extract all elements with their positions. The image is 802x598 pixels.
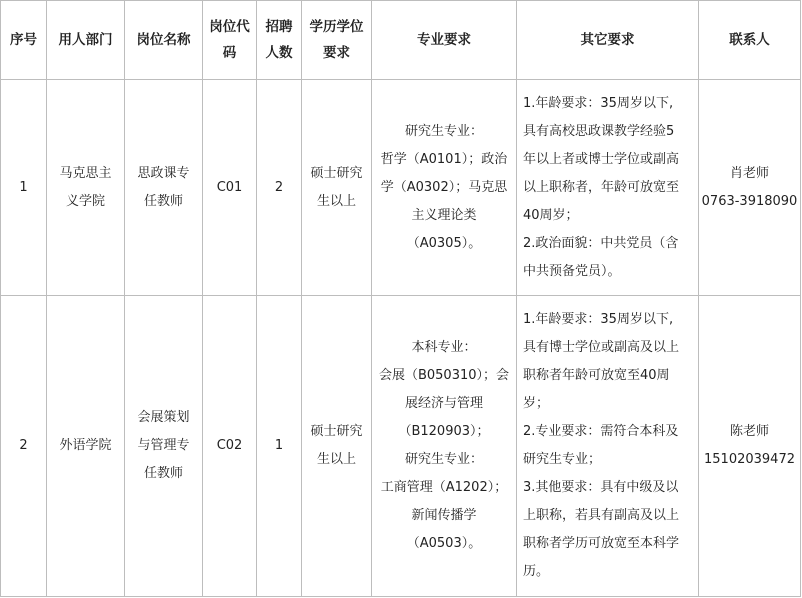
cell-line: （B120903）； — [398, 424, 490, 439]
header-major: 专业要求 — [372, 1, 517, 80]
contact-phone: 15102039472 — [704, 452, 795, 467]
header-serial: 序号 — [1, 1, 47, 80]
cell-contact — [699, 296, 801, 597]
header-hire-count-line: 人数 — [265, 45, 293, 61]
header-post-code-line: 码 — [222, 45, 237, 61]
cell-line: 任教师 — [143, 466, 183, 481]
cell-degree — [302, 296, 372, 597]
cell-line: （A0305）。 — [406, 235, 482, 251]
cell-line: 40周岁； — [523, 207, 579, 223]
header-contact: 联系人 — [699, 1, 801, 80]
header-department: 用人部门 — [47, 1, 125, 80]
cell-line: 研究生专业： — [404, 452, 483, 467]
table-row — [1, 80, 801, 296]
cell-post-code: C01 — [203, 80, 257, 296]
cell-line: 硕士研究 — [310, 165, 363, 181]
cell-degree — [302, 80, 372, 296]
header-post-code-line: 岗位代 — [209, 19, 250, 35]
cell-line: 会展（B050310）；会 — [378, 368, 510, 383]
header-hire-count-line: 招聘 — [265, 19, 293, 35]
cell-line: （A0503）。 — [406, 536, 482, 551]
header-post-name: 岗位名称 — [125, 1, 203, 80]
cell-department — [47, 80, 125, 296]
cell-major — [372, 80, 517, 296]
cell-line: 马克思主 — [59, 165, 112, 181]
cell-line: 工商管理（A1202）； — [380, 480, 508, 495]
cell-line: 2.专业要求：需符合本科及 — [523, 424, 679, 439]
header-row — [1, 1, 801, 80]
cell-line: 本科专业： — [411, 340, 477, 355]
contact-phone: 0763-3918090 — [701, 193, 798, 209]
cell-major — [372, 296, 517, 597]
cell-other — [517, 296, 699, 597]
cell-line: 硕士研究 — [310, 424, 363, 439]
cell-hire-count: 1 — [257, 296, 302, 597]
cell-line: 哲学（A0101）；政治 — [380, 151, 508, 167]
cell-line: 主义理论类 — [411, 207, 477, 223]
cell-line: 展经济与管理 — [404, 396, 483, 411]
cell-line: 岁； — [523, 396, 550, 411]
cell-line: 上职称，若具有副高及以上 — [523, 508, 680, 523]
cell-line: 以上职称者，年龄可放宽至 — [523, 179, 680, 195]
header-degree-line: 要求 — [323, 45, 350, 61]
cell-line: 学（A0302）；马克思 — [380, 179, 508, 195]
cell-line: 任教师 — [143, 193, 183, 209]
cell-line: 思政课专 — [137, 165, 190, 181]
cell-line: 2.政治面貌：中共党员（含 — [523, 235, 679, 251]
table-row — [1, 296, 801, 597]
cell-line: 研究生专业： — [404, 123, 483, 139]
cell-line: 历。 — [523, 564, 550, 579]
cell-line: 研究生专业； — [523, 452, 602, 467]
header-degree-line: 学历学位 — [309, 19, 364, 35]
cell-post-code: C02 — [203, 296, 257, 597]
cell-serial: 2 — [1, 296, 47, 597]
cell-line: 1.年龄要求：35周岁以下, — [523, 95, 674, 111]
header-post-code — [203, 1, 257, 80]
cell-line: 职称者学历可放宽至本科学 — [523, 536, 680, 551]
cell-line: 会展策划 — [137, 410, 190, 425]
cell-post-name — [125, 80, 203, 296]
cell-line: 职称者年龄可放宽至40周 — [523, 368, 670, 383]
cell-line: 中共预备党员）。 — [523, 263, 621, 279]
cell-serial: 1 — [1, 80, 47, 296]
cell-line: 1.年龄要求：35周岁以下, — [523, 312, 674, 327]
cell-line: 新闻传播学 — [411, 508, 477, 523]
cell-line: 外语学院 — [59, 438, 112, 453]
cell-contact — [699, 80, 801, 296]
cell-line: 与管理专 — [137, 438, 190, 453]
cell-line: 义学院 — [65, 193, 105, 209]
header-other: 其它要求 — [517, 1, 699, 80]
header-degree — [302, 1, 372, 80]
header-hire-count — [257, 1, 302, 80]
cell-line: 年以上者或博士学位或副高 — [523, 151, 680, 167]
contact-name: 肖老师 — [729, 165, 769, 181]
cell-line: 生以上 — [316, 193, 356, 209]
cell-line: 具有博士学位或副高及以上 — [523, 340, 680, 355]
cell-line: 具有高校思政课教学经验5 — [523, 123, 675, 139]
contact-name: 陈老师 — [729, 424, 769, 439]
cell-department — [47, 296, 125, 597]
cell-line: 生以上 — [316, 452, 356, 467]
cell-post-name — [125, 296, 203, 597]
cell-other — [517, 80, 699, 296]
cell-line: 3.其他要求：具有中级及以 — [523, 480, 679, 495]
cell-hire-count: 2 — [257, 80, 302, 296]
